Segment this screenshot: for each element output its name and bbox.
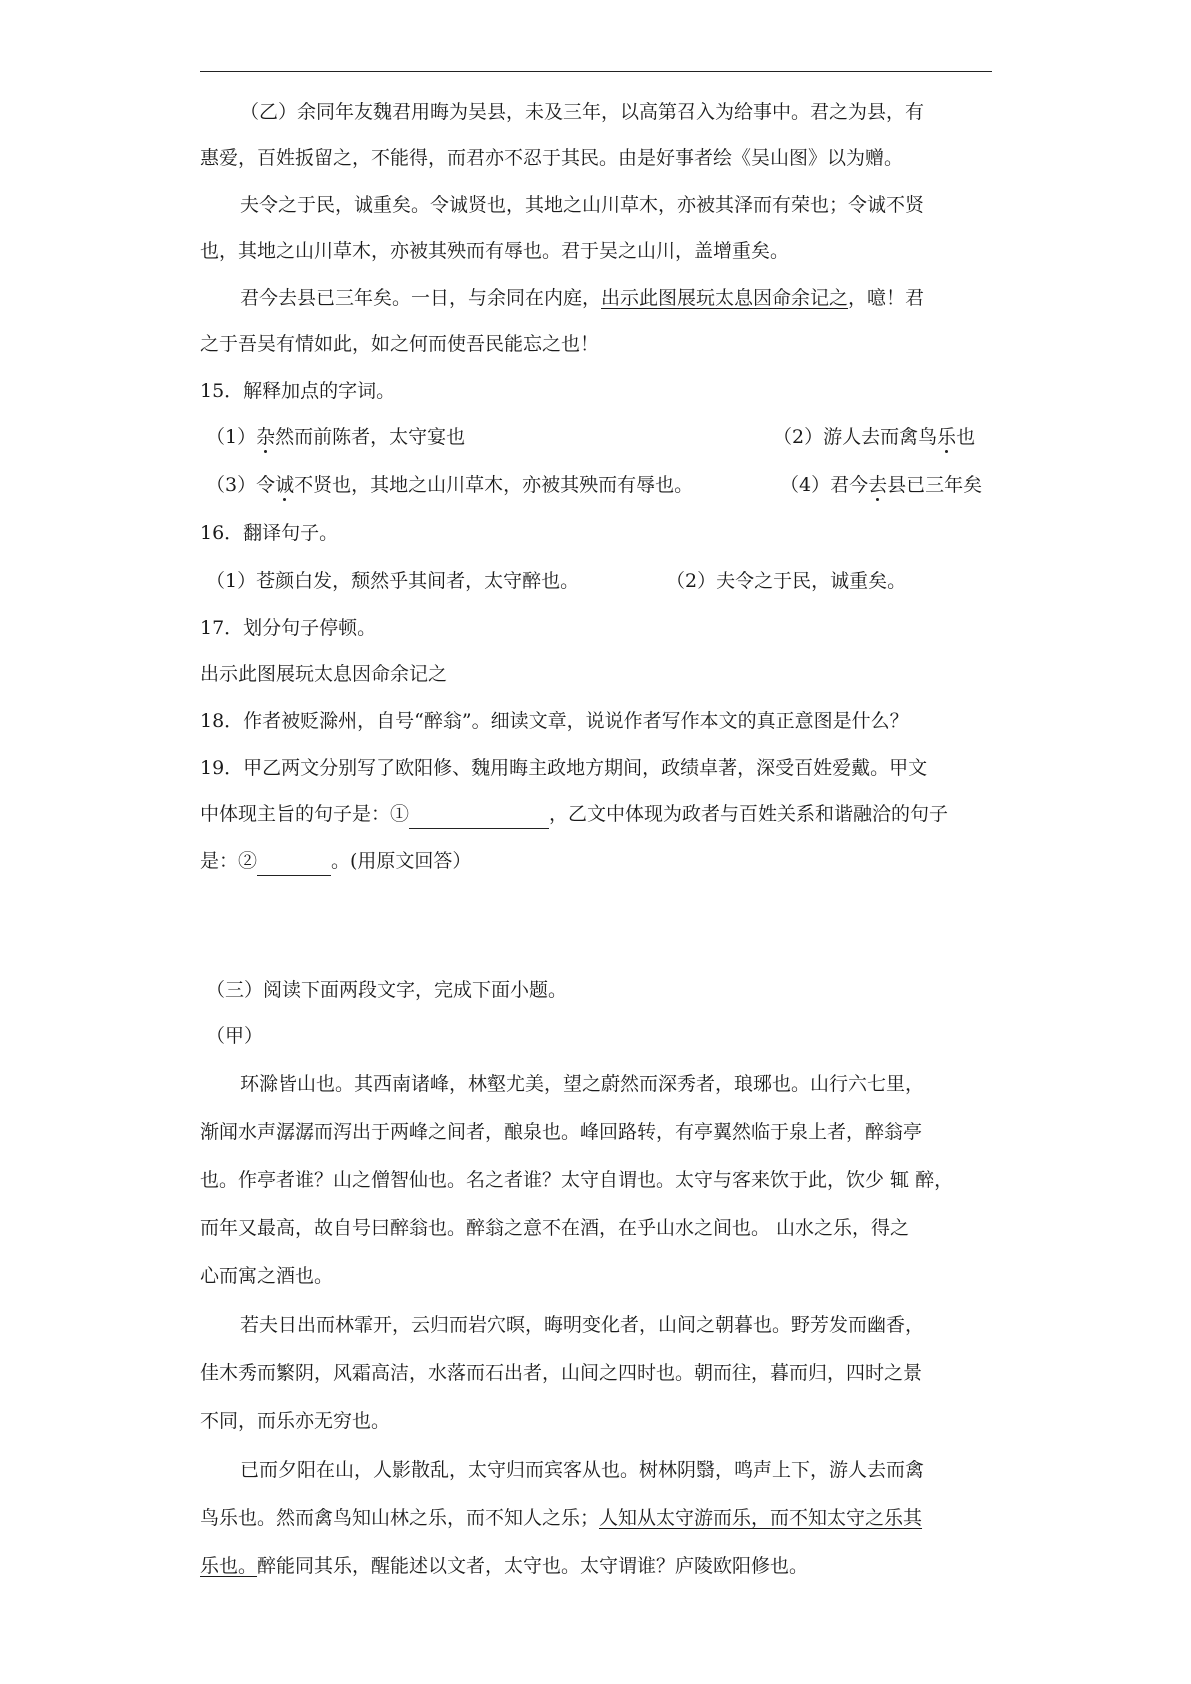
q15-item-2-text-b: 也 <box>956 426 976 448</box>
q19-line-3-a: 是：② <box>200 850 258 872</box>
q18-title: 18．作者被贬滁州，自号“醉翁”。细读文章，说说作者写作本文的真正意图是什么？ <box>200 710 909 732</box>
q15-item-1-text: 然而前陈者，太守宴也 <box>275 426 466 448</box>
q15-item-4-text-b: 县已三年矣 <box>887 474 983 496</box>
q15-item-2-dotted-char: 乐 <box>937 426 957 448</box>
q15-item-1 <box>206 422 465 452</box>
q19-line-2-b: ，乙文中体现为政者与百姓关系和谐融洽的句子 <box>549 803 949 825</box>
jia-underlined-sentence-part-1: 人知从太守游而乐，而不知太守之乐其 <box>599 1507 923 1529</box>
q15-item-1-dotted-char: 杂 <box>256 426 276 448</box>
q15-item-1-num: （1） <box>206 426 257 448</box>
q16-item-2: （2）夫令之于民，诚重矣。 <box>666 570 907 592</box>
jia-p1-line-1: 环滁皆山也。其西南诸峰，林壑尤美，望之蔚然而深秀者，琅琊也。山行六七里， <box>240 1073 925 1095</box>
yi-line-5-b: ，噫！君 <box>848 287 925 309</box>
q15-item-4-text-a: （4）君今 <box>780 474 869 496</box>
q15-item-3-text-b: 不贤也，其地之山川草木，亦被其殃而有辱也。 <box>294 474 694 496</box>
jia-p2-line-3: 不同，而乐亦无穷也。 <box>200 1410 391 1432</box>
yi-line-3: 夫令之于民，诚重矣。令诚贤也，其地之山川草木，亦被其泽而有荣也；令诚不贤 <box>240 194 925 216</box>
q17-sentence: 出示此图展玩太息因命余记之 <box>200 663 448 685</box>
q15-item-3-text-a: （3）令 <box>206 474 276 496</box>
q15-item-3 <box>206 470 693 500</box>
q15-item-2 <box>773 422 975 452</box>
section-3-jia-label: （甲） <box>206 1025 264 1047</box>
answer-blank-2[interactable] <box>257 855 331 876</box>
jia-p1-line-5: 心而寓之酒也。 <box>200 1265 334 1287</box>
header-rule <box>200 71 992 72</box>
jia-p1-line-4: 而年又最高，故自号曰醉翁也。醉翁之意不在酒，在乎山水之间也。 山水之乐，得之 <box>200 1217 910 1239</box>
jia-p1-line-2: 渐闻水声潺潺而泻出于两峰之间者，酿泉也。峰回路转，有亭翼然临于泉上者，醉翁亭 <box>200 1121 923 1143</box>
q15-item-4-dotted-char: 去 <box>868 474 888 496</box>
jia-p1-line-3: 也。作亭者谁？山之僧智仙也。名之者谁？太守自谓也。太守与客来饮于此，饮少 辄 醉， <box>200 1169 954 1191</box>
jia-p3-line-1: 已而夕阳在山，人影散乱，太守归而宾客从也。树林阴翳，鸣声上下，游人去而禽 <box>240 1459 925 1481</box>
yi-line-6: 之于吾吴有情如此，如之何而使吾民能忘之也！ <box>200 333 600 355</box>
yi-line-5 <box>240 283 924 313</box>
q19-line-3 <box>200 846 471 876</box>
q15-item-4 <box>780 470 982 500</box>
yi-underlined-sentence: 出示此图展玩太息因命余记之 <box>601 287 849 309</box>
section-3-title: （三）阅读下面两段文字，完成下面小题。 <box>206 979 568 1001</box>
q19-line-3-b: 。(用原文回答） <box>331 850 472 872</box>
yi-line-4: 也，其地之山川草木，亦被其殃而有辱也。君于吴之山川，盖增重矣。 <box>200 240 790 262</box>
q19-line-1: 19．甲乙两文分别写了欧阳修、魏用晦主政地方期间，政绩卓著，深受百姓爱戴。甲文 <box>200 757 928 779</box>
q15-item-2-text-a: （2）游人去而禽鸟 <box>773 426 938 448</box>
q15-title: 15．解释加点的字词。 <box>200 380 396 402</box>
yi-line-1: （乙）余同年友魏君用晦为吴县，未及三年，以高第召入为给事中。君之为县，有 <box>240 101 925 123</box>
jia-p2-line-1: 若夫日出而林霏开，云归而岩穴暝，晦明变化者，山间之朝暮也。野芳发而幽香， <box>240 1314 925 1336</box>
q16-title: 16．翻译句子。 <box>200 522 339 544</box>
q15-item-3-dotted-char: 诚 <box>275 474 295 496</box>
q19-line-2 <box>200 799 948 829</box>
answer-blank-1[interactable] <box>409 808 549 829</box>
q16-item-1: （1）苍颜白发，颓然乎其间者，太守醉也。 <box>206 570 580 592</box>
jia-p2-line-2: 佳木秀而繁阴，风霜高洁，水落而石出者，山间之四时也。朝而往，暮而归，四时之景 <box>200 1362 923 1384</box>
yi-line-2: 惠爱，百姓扳留之，不能得，而君亦不忍于其民。由是好事者绘《吴山图》以为赠。 <box>200 147 904 169</box>
jia-p3-line-2 <box>200 1503 922 1533</box>
q19-line-2-a: 中体现主旨的句子是：① <box>200 803 410 825</box>
yi-line-5-a: 君今去县已三年矣。一日，与余同在内庭， <box>240 287 602 309</box>
jia-p3-line-2-a: 鸟乐也。然而禽鸟知山林之乐，而不知人之乐； <box>200 1507 600 1529</box>
jia-underlined-sentence-part-2: 乐也。 <box>200 1555 258 1577</box>
jia-p3-line-3 <box>200 1551 808 1581</box>
q17-title: 17．划分句子停顿。 <box>200 617 377 639</box>
jia-p3-line-3-b: 醉能同其乐，醒能述以文者，太守也。太守谓谁？庐陵欧阳修也。 <box>257 1555 809 1577</box>
